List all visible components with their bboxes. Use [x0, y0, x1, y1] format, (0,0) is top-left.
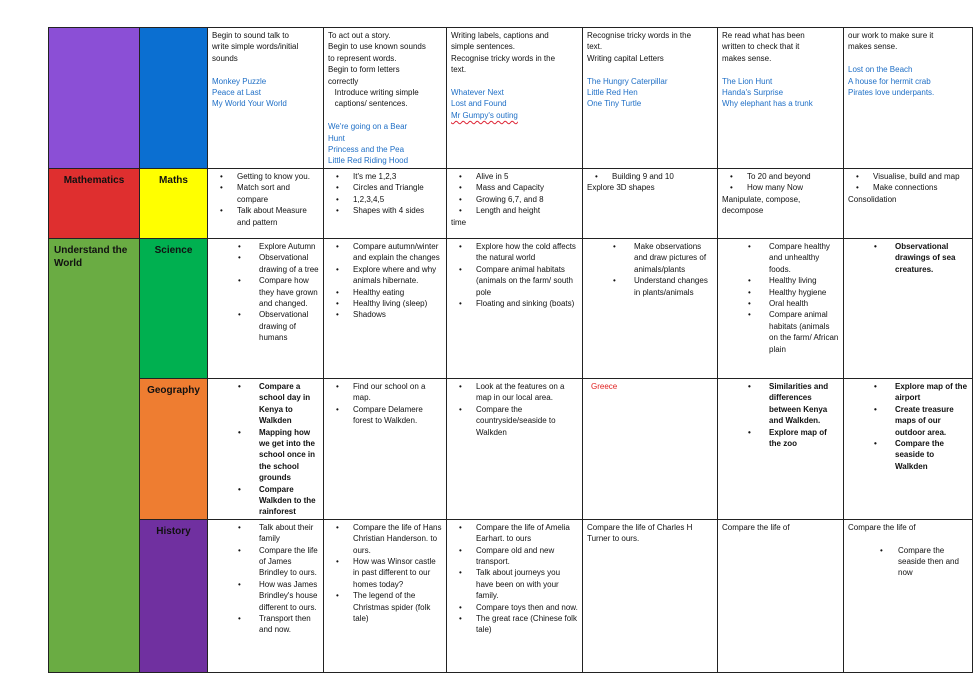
bullet-item: • Observational drawing of humans [212, 309, 319, 343]
text-line: Re read what has been [722, 31, 805, 40]
bullet-item: • How many Now [722, 182, 839, 193]
curriculum-table [48, 27, 973, 673]
bullet-item: • Match sort and compare [212, 182, 319, 205]
bullet-item: • To 20 and beyond [722, 171, 839, 182]
text-line: Writing capital Letters [587, 53, 664, 63]
bullet-item: • Compare toys then and now. [451, 602, 578, 613]
literacy-summer2 [844, 28, 973, 169]
bullet-item: • Compare the seaside then and now [848, 545, 968, 579]
science-spring1 [447, 238, 583, 378]
bullet-item: • Compare old and new transport. [451, 545, 578, 568]
text-line: Turner to ours. [587, 534, 640, 544]
book-title: The Lion Hunt [722, 76, 773, 86]
text-line: Writing labels, captions and [451, 31, 549, 40]
maths-spring1 [447, 168, 583, 238]
bullet-item: • Look at the features on a map in our local area. [451, 381, 578, 404]
bullet-item: • Shapes with 4 sides [328, 205, 442, 216]
text-line: To act out a story. [328, 31, 391, 40]
bullet-item: • Building 9 and 10 [587, 171, 713, 182]
bullet-item: • Healthy living (sleep) [328, 298, 442, 309]
bullet-item: • 1,2,3,4,5 [328, 194, 442, 205]
text-line: sounds [212, 53, 238, 63]
book-title: We're going on a Bear [328, 122, 408, 132]
science-spring2 [583, 238, 718, 378]
bullet-item: • Explore map of the zoo [722, 427, 839, 450]
literacy-summer1 [718, 28, 844, 169]
maths-autumn2 [324, 168, 447, 238]
bullet-item: • Getting to know you. [212, 171, 319, 182]
geography-row [49, 378, 973, 519]
book-title: Lost and Found [451, 99, 507, 109]
subject-label-science: Science [140, 238, 208, 378]
book-title: Peace at Last [212, 88, 261, 98]
book-title: One Tiny Turtle [587, 99, 642, 109]
maths-autumn1 [208, 168, 324, 238]
bullet-item: • Find our school on a map. [328, 381, 442, 404]
science-autumn2 [324, 238, 447, 378]
bullet-item: • Explore how the cold affects the natural world [451, 241, 578, 264]
geography-summer2 [844, 378, 973, 519]
bullet-item: • Mass and Capacity [451, 182, 578, 193]
geography-autumn1 [208, 378, 324, 519]
book-title: Monkey Puzzle [212, 76, 267, 86]
science-row [49, 238, 973, 378]
book-title: Princess and the Pea [328, 145, 405, 155]
text-line: Compare the life of Charles H [587, 522, 693, 532]
book-title: A house for hermit crab [848, 76, 931, 86]
subject-label-maths: Maths [140, 168, 208, 238]
area-label-mathematics: Mathematics [49, 168, 140, 238]
literacy-autumn2 [324, 28, 447, 169]
text-line: Compare the life of [722, 522, 790, 532]
text-line: text. [587, 42, 603, 52]
literacy-spring2 [583, 28, 718, 169]
area-cell-literacy [49, 28, 140, 169]
literacy-spring1 [447, 28, 583, 169]
text-line: Manipulate, compose, [722, 194, 801, 204]
bullet-item: • Compare the life of Amelia Earhart. to ours [451, 522, 578, 545]
text-line: Begin to sound talk to [212, 31, 289, 40]
text-line: Consolidation [848, 194, 897, 204]
bullet-item: • Talk about their family [212, 522, 319, 545]
text-line: Explore 3D shapes [587, 183, 655, 193]
book-title: Mr Gumpy's outing [451, 110, 518, 120]
text-line: Compare the life of [848, 522, 916, 532]
bullet-item: • Oral health [722, 298, 839, 309]
bullet-item: • Compare animal habitats (animals on the farm/ south pole [451, 264, 578, 298]
maths-row [49, 168, 973, 238]
subject-label-geography: Geography [140, 378, 208, 519]
book-title: Little Red Riding Hood [328, 156, 409, 166]
history-spring1 [447, 519, 583, 672]
bullet-item: • Transport then and now. [212, 613, 319, 636]
text-line: makes sense. [722, 53, 772, 63]
bullet-item: • Compare autumn/winter and explain the changes [328, 241, 442, 264]
bullet-item: • Observational drawings of sea creatures. [848, 241, 968, 275]
book-title: Pirates love underpants. [848, 88, 935, 98]
geography-spring1 [447, 378, 583, 519]
bullet-item: • The great race (Chinese folk tale) [451, 613, 578, 636]
bullet-item: • Healthy hygiene [722, 287, 839, 298]
bullet-item: • Growing 6,7, and 8 [451, 194, 578, 205]
bullet-item: • Compare the life of Hans Christian Handerson. to ours. [328, 522, 442, 556]
bullet-item: • Compare a school day in Kenya to Walkden [212, 381, 319, 427]
bullet-item: • Floating and sinking (boats) [451, 298, 578, 309]
subject-label-history: History [140, 519, 208, 672]
history-row [49, 519, 973, 672]
bullet-item: • Compare how they have grown and changed. [212, 275, 319, 309]
bullet-item: • Explore Autumn [212, 241, 319, 252]
text-line: write simple words/initial [212, 42, 299, 52]
bullet-item: • It's me 1,2,3 [328, 171, 442, 182]
science-summer2 [844, 238, 973, 378]
bullet-item: • Talk about Measure and pattern [212, 205, 319, 228]
bullet-item: • Circles and Triangle [328, 182, 442, 193]
book-title: Why elephant has a trunk [722, 99, 813, 109]
history-spring2 [583, 519, 718, 672]
bullet-item: • Compare Delamere forest to Walkden. [328, 404, 442, 427]
science-summer1 [718, 238, 844, 378]
bullet-item: • Explore where and why animals hibernate. [328, 264, 442, 287]
maths-summer1 [718, 168, 844, 238]
bullet-item: • Talk about journeys you have been on with your family. [451, 567, 578, 601]
bullet-item: • Similarities and differences between Kenya and Walkden. [722, 381, 839, 427]
text-line: Recognise tricky words in the [451, 53, 556, 63]
history-summer2 [844, 519, 973, 672]
bullet-item: • Make observations and draw pictures of animals/plants [587, 241, 713, 275]
text-line: our work to make sure it [848, 31, 934, 40]
text-line: Begin to form letters [328, 65, 400, 75]
text-line: Recognise tricky words in the [587, 31, 692, 40]
literacy-autumn1 [208, 28, 324, 169]
book-title: Whatever Next [451, 88, 504, 98]
bullet-item: • Understand changes in plants/animals [587, 275, 713, 298]
bullet-item: • Mapping how we get into the school once in the school grounds [212, 427, 319, 484]
bullet-item: • Healthy eating [328, 287, 442, 298]
book-title: Hunt [328, 133, 345, 143]
bullet-item: • Make connections [848, 182, 968, 193]
geography-summer1 [718, 378, 844, 519]
subject-cell-literacy [140, 28, 208, 169]
text-line: Begin to use known sounds [328, 42, 426, 52]
text-line: makes sense. [848, 42, 898, 52]
bullet-item: • Compare healthy and unhealthy foods. [722, 241, 839, 275]
bullet-item: • Length and height [451, 205, 578, 216]
text-line: to represent words. [328, 53, 397, 63]
bullet-item: • Shadows [328, 309, 442, 320]
book-title: Lost on the Beach [848, 65, 913, 75]
book-title: Little Red Hen [587, 88, 638, 98]
bullet-item: • How was James Brindley's house different to ours. [212, 579, 319, 613]
text-line: written to check that it [722, 42, 800, 52]
bullet-item: • Observational drawing of a tree [212, 252, 319, 275]
bullet-item: • Alive in 5 [451, 171, 578, 182]
text-line: time [451, 217, 467, 227]
science-autumn1 [208, 238, 324, 378]
bullet-item: • Compare Walkden to the rainforest [212, 484, 319, 518]
area-label-understand-the-world: Understand the World [49, 238, 140, 672]
bullet-item: • How was Winsor castle in past different to our homes today? [328, 556, 442, 590]
book-title: My World Your World [212, 99, 287, 109]
bullet-item: • Healthy living [722, 275, 839, 286]
text-line: Greece [591, 381, 618, 391]
bullet-item: • Compare the seaside to Walkden [848, 438, 968, 472]
geography-autumn2 [324, 378, 447, 519]
maths-spring2 [583, 168, 718, 238]
text-line: decompose [722, 206, 764, 216]
bullet-item: • Visualise, build and map [848, 171, 968, 182]
literacy-row [49, 28, 973, 169]
text-line: Introduce writing simple [328, 88, 419, 98]
book-title: The Hungry Caterpillar [587, 76, 668, 86]
bullet-item: • The legend of the Christmas spider (folk tale) [328, 590, 442, 624]
history-autumn2 [324, 519, 447, 672]
geography-spring2 [583, 378, 718, 519]
bullet-item: • Compare the life of James Brindley to ours. [212, 545, 319, 579]
bullet-item: • Compare animal habitats (animals on the farm/ African plain [722, 309, 839, 355]
text-line: correctly [328, 76, 359, 86]
bullet-item: • Create treasure maps of our outdoor area. [848, 404, 968, 438]
text-line: text. [451, 65, 467, 75]
history-summer1 [718, 519, 844, 672]
text-line: captions/ sentences. [328, 99, 408, 109]
history-autumn1 [208, 519, 324, 672]
bullet-item: • Compare the countryside/seaside to Walkden [451, 404, 578, 438]
maths-summer2 [844, 168, 973, 238]
text-line: simple sentences. [451, 42, 516, 52]
bullet-item: • Explore map of the airport [848, 381, 968, 404]
book-title: Handa's Surprise [722, 88, 784, 98]
